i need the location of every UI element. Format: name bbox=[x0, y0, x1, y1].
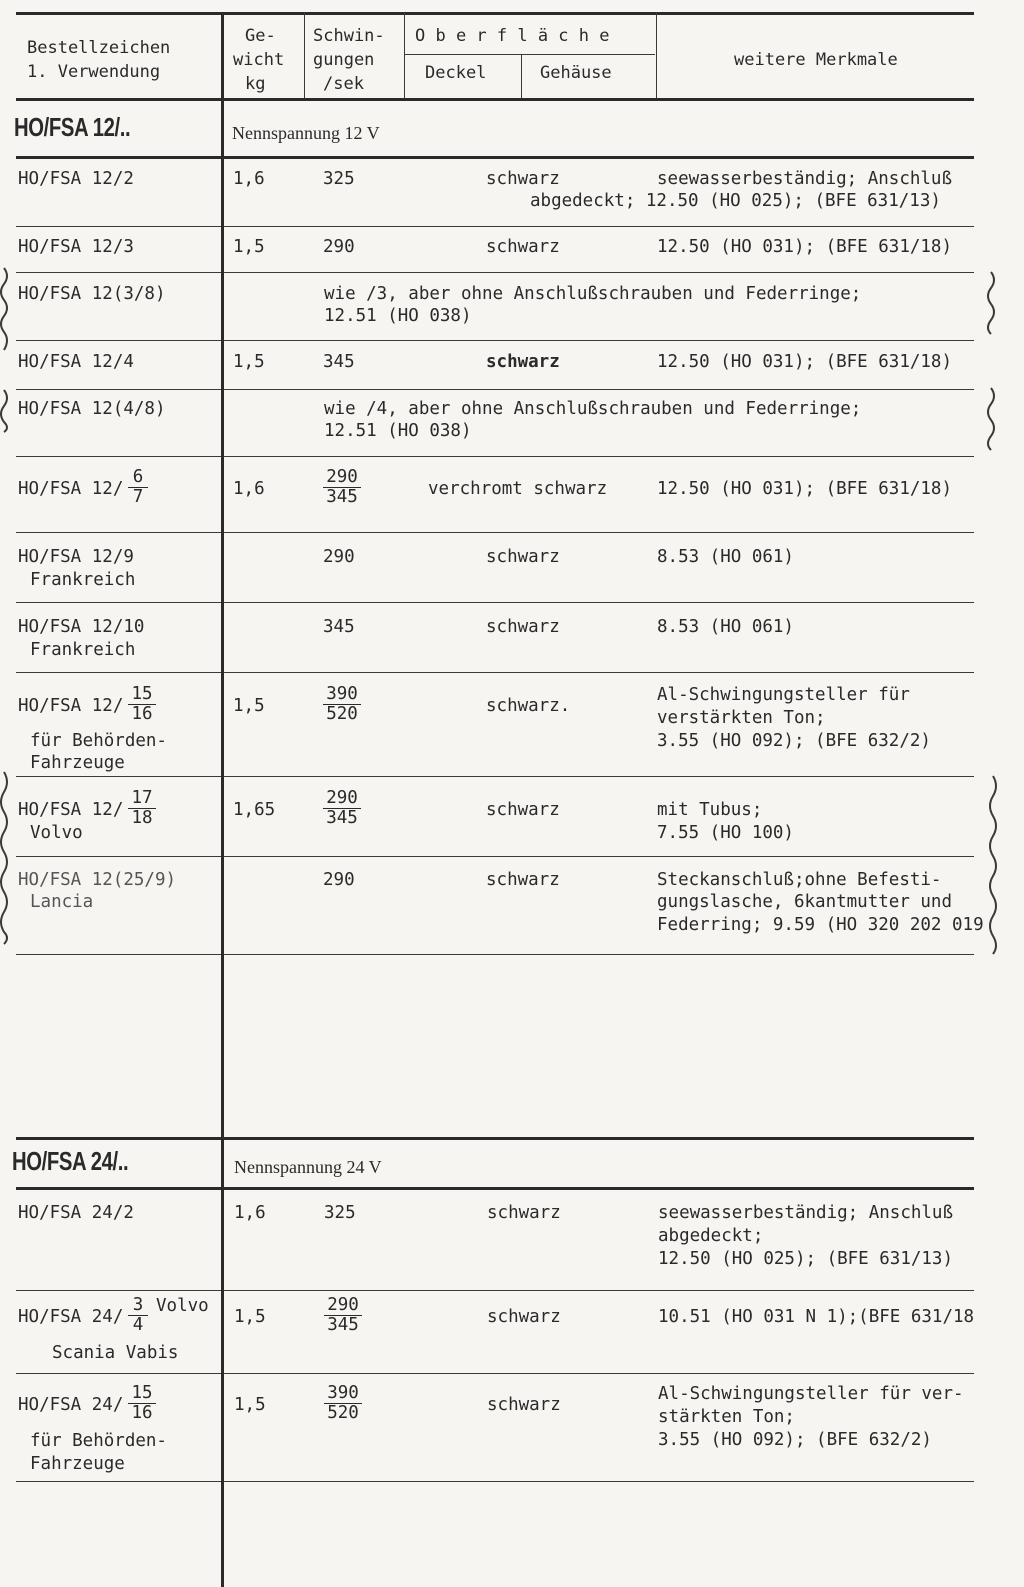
row-surface: schwarz bbox=[486, 870, 560, 890]
row-oscillation: 290 bbox=[323, 870, 355, 890]
rule-row bbox=[16, 856, 974, 857]
row-notes: 12.51 (HO 038) bbox=[324, 421, 472, 441]
row-oscillation: 325 bbox=[324, 1203, 356, 1223]
row-code: HO/FSA 12(25/9) bbox=[18, 870, 177, 890]
header-col1-line1: Bestellzeichen bbox=[27, 38, 171, 58]
header-col3-line1: Schwin- bbox=[313, 26, 385, 46]
row-usage: für Behörden- bbox=[30, 731, 167, 751]
fraction-numerator: 17 bbox=[131, 788, 153, 808]
row-notes: 12.50 (HO 025); (BFE 631/13) bbox=[658, 1249, 954, 1269]
row-surface: schwarz bbox=[486, 352, 560, 372]
row-weight: 1,5 bbox=[233, 696, 265, 716]
section12-voltage: Nennspannung 12 V bbox=[232, 123, 380, 143]
row-code: HO/FSA 12/9 bbox=[18, 547, 134, 567]
header-col2-line1: Ge- bbox=[245, 26, 276, 46]
row-oscillation-fraction bbox=[323, 468, 361, 507]
row-notes: Steckanschluß;ohne Befesti- bbox=[657, 870, 942, 890]
row-code: HO/FSA 12/ bbox=[18, 800, 124, 820]
row-notes: wie /4, aber ohne Anschlußschrauben und Federringe; bbox=[324, 399, 862, 419]
wavy-bracket-icon bbox=[0, 770, 14, 946]
wavy-bracket-icon bbox=[0, 266, 14, 352]
fraction-denominator: 16 bbox=[131, 704, 153, 724]
row-surface: schwarz bbox=[487, 1395, 561, 1415]
row-notes: wie /3, aber ohne Anschlußschrauben und Federringe; bbox=[324, 284, 862, 304]
header-col3-line2: gungen bbox=[313, 50, 375, 70]
row-code: HO/FSA 12/ bbox=[18, 696, 124, 716]
fraction-denominator: 18 bbox=[131, 808, 153, 828]
col-divider-weight bbox=[304, 12, 305, 98]
row-code-fraction bbox=[128, 468, 148, 507]
header-surface-housing: Gehäuse bbox=[540, 63, 612, 83]
row-country: Frankreich bbox=[30, 570, 136, 590]
row-code: HO/FSA 12(4/8) bbox=[18, 399, 166, 419]
rule-row bbox=[16, 340, 974, 341]
row-surface: schwarz. bbox=[486, 696, 571, 716]
row-notes: 12.50 (HO 031); (BFE 631/18) bbox=[657, 352, 953, 372]
header-surface-group: O b e r f l ä c h e bbox=[415, 26, 610, 46]
row-code-fraction bbox=[128, 789, 156, 828]
rule-section24-top bbox=[16, 1137, 974, 1140]
fraction-denominator: 345 bbox=[326, 487, 358, 507]
row-code: HO/FSA 12/ bbox=[18, 479, 124, 499]
row-weight: 1,6 bbox=[233, 169, 265, 189]
wavy-bracket-icon bbox=[983, 386, 1001, 452]
rule-section24 bbox=[16, 1187, 974, 1190]
row-surface: verchromt schwarz bbox=[428, 479, 608, 499]
row-notes: 8.53 (HO 061) bbox=[657, 617, 794, 637]
row-oscillation: 345 bbox=[323, 352, 355, 372]
row-code: HO/FSA 12/3 bbox=[18, 237, 134, 257]
fraction-denominator: 7 bbox=[132, 487, 144, 507]
rule-row bbox=[16, 602, 974, 603]
fraction-numerator: 6 bbox=[132, 467, 144, 487]
fraction-denominator: 345 bbox=[327, 1315, 359, 1335]
row-surface: schwarz bbox=[487, 1203, 561, 1223]
row-usage: für Behörden- bbox=[30, 1431, 167, 1451]
row-code: HO/FSA 24/2 bbox=[18, 1203, 134, 1223]
rule-header-bottom bbox=[16, 98, 974, 101]
row-code-fraction bbox=[128, 1296, 148, 1335]
fraction-numerator: 15 bbox=[131, 1383, 153, 1403]
row-oscillation: 345 bbox=[323, 617, 355, 637]
row-surface: schwarz bbox=[486, 237, 560, 257]
row-code: HO/FSA 24/ bbox=[18, 1307, 124, 1327]
row-country: Lancia bbox=[30, 892, 94, 912]
fraction-numerator: 290 bbox=[326, 467, 358, 487]
header-col2-line3: kg bbox=[245, 74, 266, 94]
row-notes: 12.50 (HO 031); (BFE 631/18) bbox=[657, 237, 953, 257]
row-code-suffix: Volvo bbox=[156, 1296, 209, 1316]
row-notes: Federring; 9.59 (HO 320 202 019 bbox=[657, 915, 984, 935]
row-code: HO/FSA 24/ bbox=[18, 1395, 124, 1415]
row-oscillation-fraction bbox=[324, 1296, 362, 1335]
header-col1-line2: 1. Verwendung bbox=[27, 62, 161, 82]
rule-top bbox=[16, 12, 974, 15]
row-code: HO/FSA 12/10 bbox=[18, 617, 145, 637]
section12-title: HO/FSA 12/.. bbox=[14, 112, 131, 142]
header-col5: weitere Merkmale bbox=[734, 50, 898, 70]
rule-row bbox=[16, 672, 974, 673]
rule-row bbox=[16, 389, 974, 390]
fraction-numerator: 390 bbox=[326, 684, 358, 704]
header-col3-line3: /sek bbox=[323, 74, 364, 94]
row-notes: seewasserbeständig; Anschluß bbox=[657, 169, 953, 189]
row-notes: 8.53 (HO 061) bbox=[657, 547, 794, 567]
row-weight: 1,65 bbox=[233, 800, 276, 820]
row-weight: 1,5 bbox=[234, 1395, 266, 1415]
row-notes: mit Tubus; bbox=[657, 800, 763, 820]
rule-row bbox=[16, 226, 974, 227]
fraction-denominator: 520 bbox=[327, 1403, 359, 1423]
row-country: Volvo bbox=[30, 823, 83, 843]
row-weight: 1,5 bbox=[233, 237, 265, 257]
row-notes: seewasserbeständig; Anschluß bbox=[658, 1203, 954, 1223]
rule-row bbox=[16, 1290, 974, 1291]
header-surface-lid: Deckel bbox=[425, 63, 487, 83]
row-notes: abgedeckt; bbox=[658, 1226, 764, 1246]
fraction-denominator: 520 bbox=[326, 704, 358, 724]
row-usage: Fahrzeuge bbox=[30, 1454, 125, 1474]
row-oscillation-fraction bbox=[323, 789, 361, 828]
row-notes: verstärkten Ton; bbox=[657, 708, 826, 728]
row-surface: schwarz bbox=[486, 169, 560, 189]
row-notes: gungslasche, 6kantmutter und bbox=[657, 892, 953, 912]
row-oscillation-fraction bbox=[323, 685, 361, 724]
fraction-denominator: 345 bbox=[326, 808, 358, 828]
wavy-bracket-icon bbox=[985, 774, 1003, 956]
row-weight: 1,5 bbox=[234, 1307, 266, 1327]
section24-title: HO/FSA 24/.. bbox=[12, 1146, 129, 1176]
col-divider-osc bbox=[404, 12, 405, 98]
rule-row bbox=[16, 1481, 974, 1482]
header-col2-line2: wicht bbox=[233, 50, 285, 70]
section24-voltage: Nennspannung 24 V bbox=[234, 1157, 382, 1177]
row-notes: Al-Schwingungsteller für bbox=[657, 685, 910, 705]
row-surface: schwarz bbox=[486, 800, 560, 820]
row-code: HO/FSA 12(3/8) bbox=[18, 284, 166, 304]
row-surface: schwarz bbox=[486, 617, 560, 637]
col-divider-surface bbox=[521, 54, 522, 98]
row-oscillation: 325 bbox=[323, 169, 355, 189]
fraction-numerator: 390 bbox=[327, 1383, 359, 1403]
fraction-numerator: 15 bbox=[131, 684, 153, 704]
rule-row bbox=[16, 954, 974, 955]
rule-header-inner bbox=[405, 54, 655, 55]
row-notes: 10.51 (HO 031 N 1);(BFE 631/18 bbox=[658, 1307, 975, 1327]
row-notes: 12.50 (HO 031); (BFE 631/18) bbox=[657, 479, 953, 499]
rule-row bbox=[16, 776, 974, 777]
wavy-bracket-icon bbox=[0, 388, 14, 434]
row-code-fraction bbox=[128, 685, 156, 724]
row-code-fraction bbox=[128, 1384, 156, 1423]
fraction-numerator: 290 bbox=[327, 1295, 359, 1315]
row-notes: 3.55 (HO 092); (BFE 632/2) bbox=[657, 731, 931, 751]
row-surface: schwarz bbox=[486, 547, 560, 567]
rule-row bbox=[16, 456, 974, 457]
row-weight: 1,6 bbox=[234, 1203, 266, 1223]
row-country: Scania Vabis bbox=[52, 1343, 179, 1363]
row-code: HO/FSA 12/2 bbox=[18, 169, 134, 189]
row-notes: stärkten Ton; bbox=[658, 1407, 795, 1427]
row-oscillation: 290 bbox=[323, 547, 355, 567]
row-surface: schwarz bbox=[487, 1307, 561, 1327]
row-weight: 1,6 bbox=[233, 479, 265, 499]
row-weight: 1,5 bbox=[233, 352, 265, 372]
wavy-bracket-icon bbox=[983, 270, 1001, 336]
rule-row bbox=[16, 532, 974, 533]
row-code: HO/FSA 12/4 bbox=[18, 352, 134, 372]
col-divider-notes bbox=[656, 12, 657, 98]
col-divider-main bbox=[221, 12, 224, 1587]
row-notes: abgedeckt; 12.50 (HO 025); (BFE 631/13) bbox=[530, 191, 941, 211]
row-country: Frankreich bbox=[30, 640, 136, 660]
fraction-numerator: 3 bbox=[132, 1295, 144, 1315]
row-notes: 3.55 (HO 092); (BFE 632/2) bbox=[658, 1430, 932, 1450]
fraction-denominator: 4 bbox=[132, 1315, 144, 1335]
row-notes: 12.51 (HO 038) bbox=[324, 306, 472, 326]
rule-row bbox=[16, 272, 974, 273]
rule-section12 bbox=[16, 156, 974, 159]
row-usage: Fahrzeuge bbox=[30, 753, 125, 773]
row-oscillation-fraction bbox=[324, 1384, 362, 1423]
fraction-denominator: 16 bbox=[131, 1403, 153, 1423]
rule-row bbox=[16, 1373, 974, 1374]
row-notes: Al-Schwingungsteller für ver- bbox=[658, 1384, 964, 1404]
row-oscillation: 290 bbox=[323, 237, 355, 257]
fraction-numerator: 290 bbox=[326, 788, 358, 808]
row-notes: 7.55 (HO 100) bbox=[657, 823, 794, 843]
